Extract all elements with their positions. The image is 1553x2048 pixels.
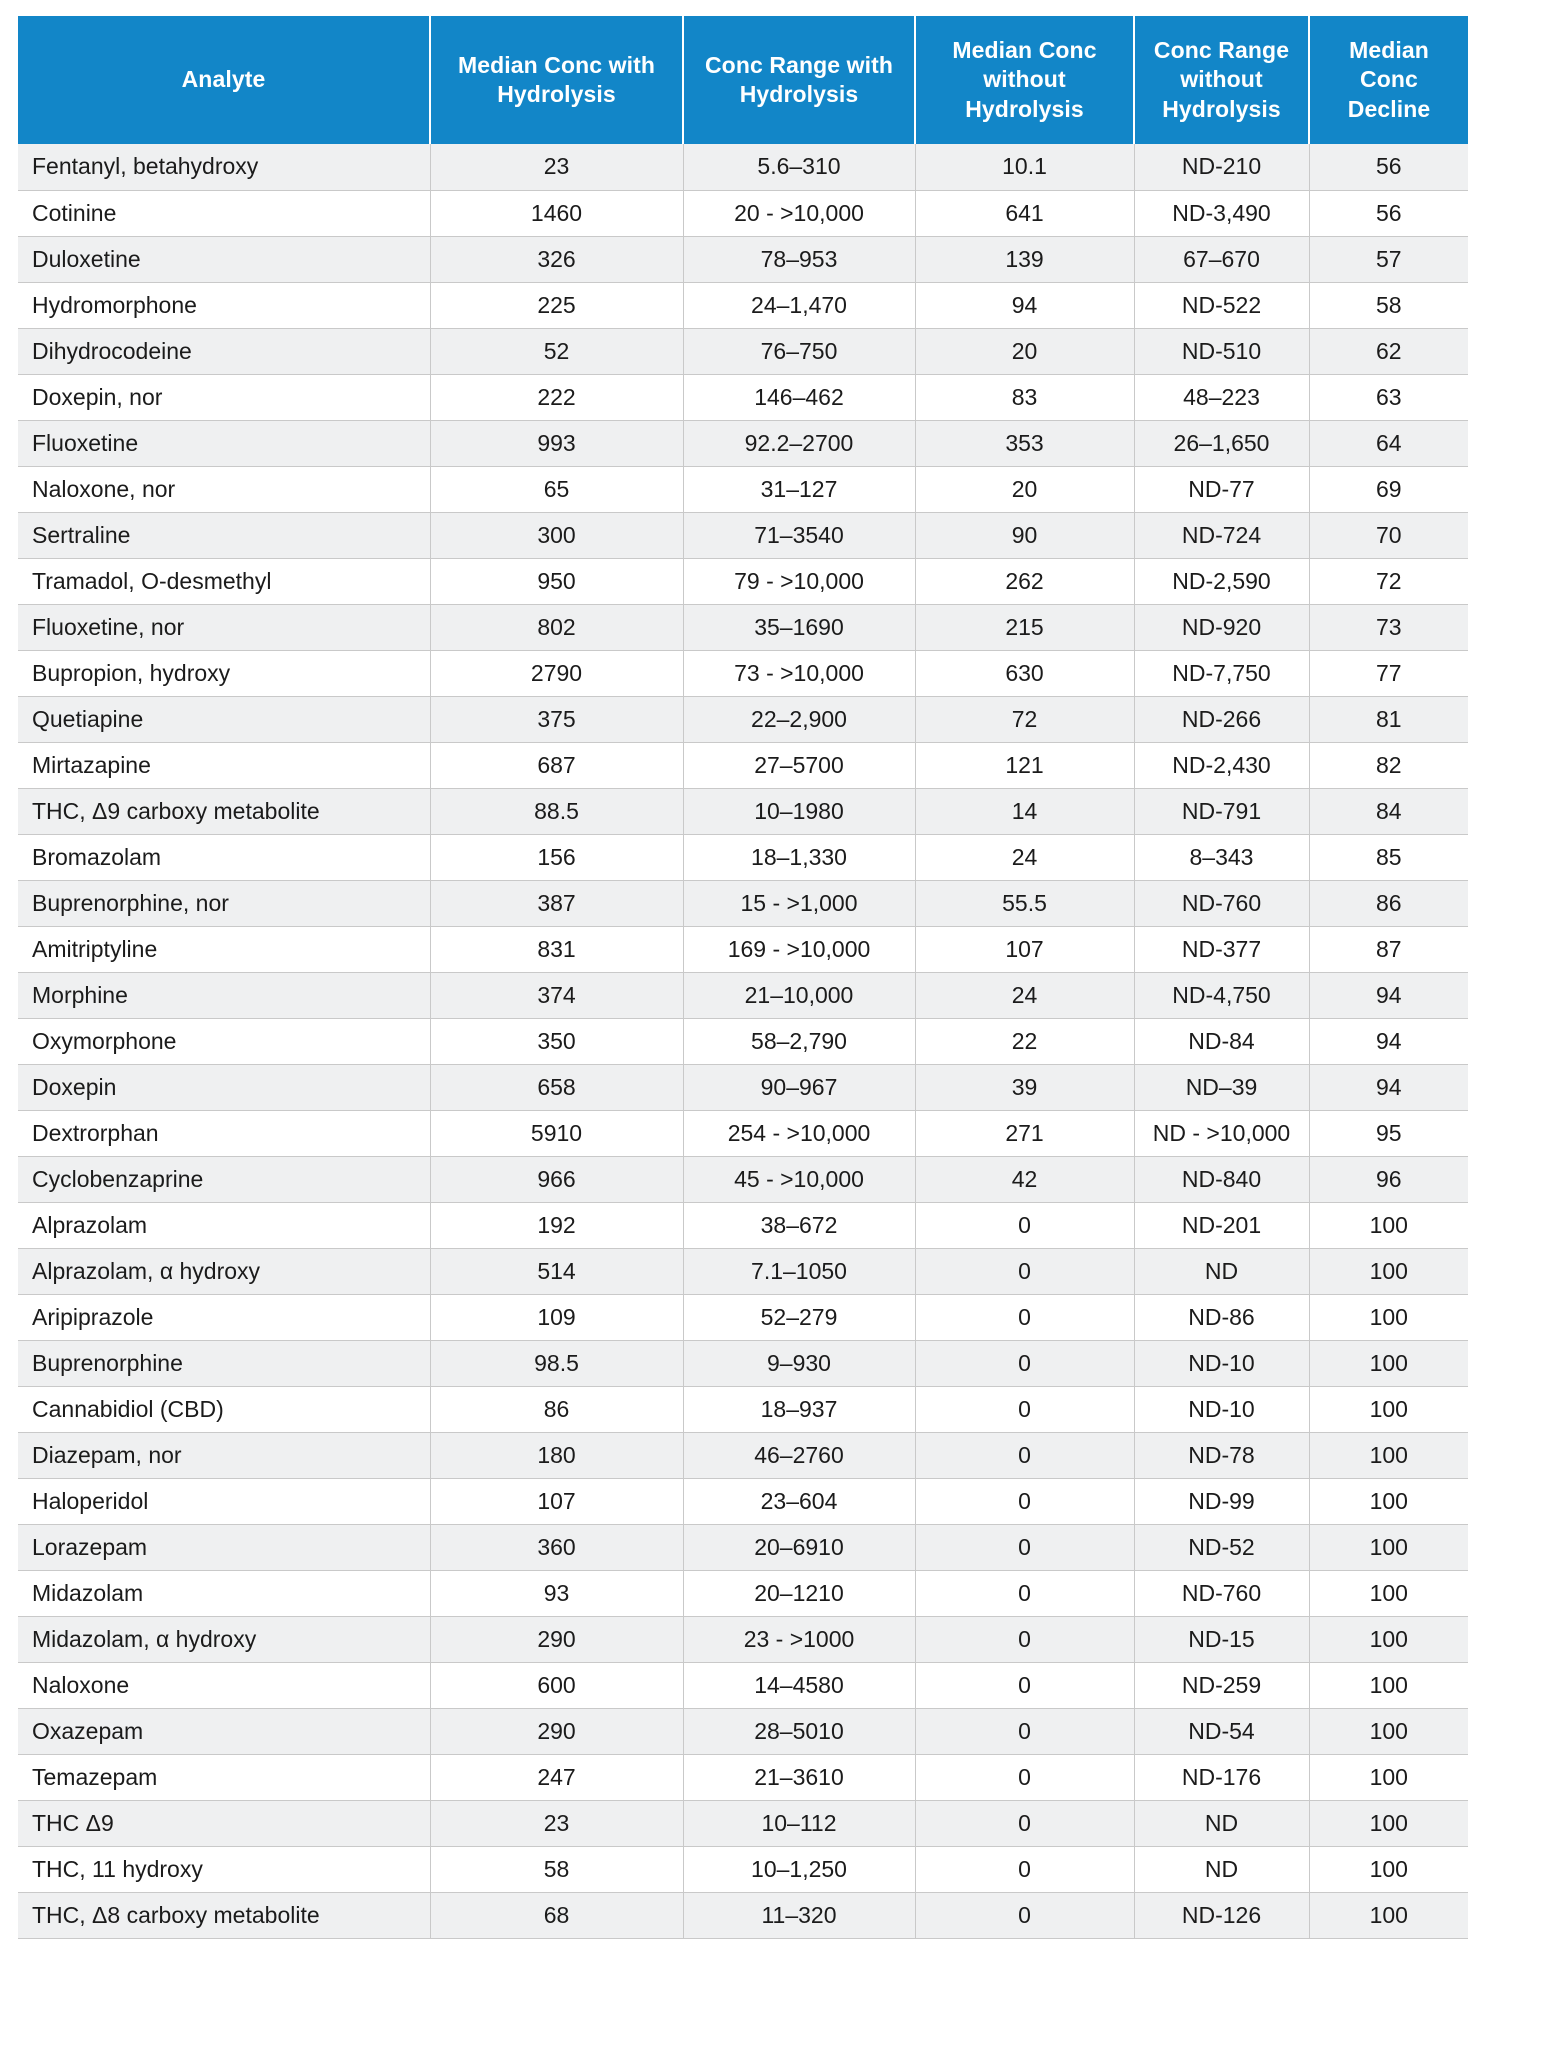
- cell-median-conc-decline: 57: [1309, 236, 1468, 282]
- column-header-analyte: Analyte: [18, 16, 430, 144]
- cell-median-conc-with-hydrolysis: 831: [430, 926, 683, 972]
- cell-median-conc-decline: 81: [1309, 696, 1468, 742]
- cell-median-conc-with-hydrolysis: 993: [430, 420, 683, 466]
- cell-conc-range-with-hydrolysis: 7.1–1050: [683, 1248, 915, 1294]
- cell-median-conc-with-hydrolysis: 98.5: [430, 1340, 683, 1386]
- cell-analyte-name: Cannabidiol (CBD): [18, 1386, 430, 1432]
- cell-analyte-name: Alprazolam: [18, 1202, 430, 1248]
- cell-median-conc-with-hydrolysis: 658: [430, 1064, 683, 1110]
- cell-median-conc-without-hydrolysis: 10.1: [915, 144, 1134, 190]
- cell-conc-range-without-hydrolysis: ND-77: [1134, 466, 1309, 512]
- cell-analyte-name: Morphine: [18, 972, 430, 1018]
- cell-median-conc-with-hydrolysis: 222: [430, 374, 683, 420]
- cell-analyte-name: Diazepam, nor: [18, 1432, 430, 1478]
- cell-analyte-name: Midazolam, α hydroxy: [18, 1616, 430, 1662]
- table-row: [18, 1386, 1468, 1432]
- cell-median-conc-decline: 56: [1309, 144, 1468, 190]
- cell-conc-range-with-hydrolysis: 27–5700: [683, 742, 915, 788]
- table-row: [18, 1616, 1468, 1662]
- cell-conc-range-with-hydrolysis: 78–953: [683, 236, 915, 282]
- analyte-concentration-table: [18, 16, 1468, 1939]
- cell-conc-range-without-hydrolysis: ND-2,590: [1134, 558, 1309, 604]
- cell-analyte-name: Lorazepam: [18, 1524, 430, 1570]
- cell-median-conc-with-hydrolysis: 375: [430, 696, 683, 742]
- cell-median-conc-decline: 100: [1309, 1570, 1468, 1616]
- cell-median-conc-decline: 87: [1309, 926, 1468, 972]
- table-row: [18, 1892, 1468, 1938]
- cell-median-conc-with-hydrolysis: 950: [430, 558, 683, 604]
- cell-analyte-name: Sertraline: [18, 512, 430, 558]
- cell-median-conc-decline: 85: [1309, 834, 1468, 880]
- cell-conc-range-without-hydrolysis: ND-78: [1134, 1432, 1309, 1478]
- cell-median-conc-with-hydrolysis: 687: [430, 742, 683, 788]
- cell-median-conc-without-hydrolysis: 107: [915, 926, 1134, 972]
- cell-analyte-name: Dihydrocodeine: [18, 328, 430, 374]
- cell-conc-range-without-hydrolysis: ND-724: [1134, 512, 1309, 558]
- cell-conc-range-without-hydrolysis: 67–670: [1134, 236, 1309, 282]
- cell-median-conc-without-hydrolysis: 139: [915, 236, 1134, 282]
- column-header-median-conc-with-hydrolysis: Median Conc with Hydrolysis: [430, 16, 683, 144]
- cell-analyte-name: Buprenorphine: [18, 1340, 430, 1386]
- cell-median-conc-with-hydrolysis: 374: [430, 972, 683, 1018]
- cell-median-conc-decline: 100: [1309, 1754, 1468, 1800]
- cell-median-conc-without-hydrolysis: 14: [915, 788, 1134, 834]
- cell-median-conc-with-hydrolysis: 514: [430, 1248, 683, 1294]
- cell-conc-range-without-hydrolysis: ND-176: [1134, 1754, 1309, 1800]
- cell-median-conc-with-hydrolysis: 156: [430, 834, 683, 880]
- table-row: [18, 1432, 1468, 1478]
- cell-conc-range-with-hydrolysis: 10–112: [683, 1800, 915, 1846]
- table-row: [18, 696, 1468, 742]
- cell-conc-range-with-hydrolysis: 10–1,250: [683, 1846, 915, 1892]
- table-row: [18, 190, 1468, 236]
- cell-median-conc-without-hydrolysis: 55.5: [915, 880, 1134, 926]
- cell-conc-range-with-hydrolysis: 31–127: [683, 466, 915, 512]
- cell-conc-range-with-hydrolysis: 20 - >10,000: [683, 190, 915, 236]
- cell-median-conc-without-hydrolysis: 353: [915, 420, 1134, 466]
- cell-median-conc-with-hydrolysis: 802: [430, 604, 683, 650]
- cell-conc-range-without-hydrolysis: ND - >10,000: [1134, 1110, 1309, 1156]
- cell-median-conc-decline: 86: [1309, 880, 1468, 926]
- column-header-conc-range-without-hydrolysis: Conc Range without Hydrolysis: [1134, 16, 1309, 144]
- cell-conc-range-with-hydrolysis: 76–750: [683, 328, 915, 374]
- cell-conc-range-with-hydrolysis: 22–2,900: [683, 696, 915, 742]
- cell-median-conc-without-hydrolysis: 0: [915, 1892, 1134, 1938]
- cell-median-conc-without-hydrolysis: 20: [915, 328, 1134, 374]
- cell-conc-range-with-hydrolysis: 35–1690: [683, 604, 915, 650]
- cell-analyte-name: Fluoxetine: [18, 420, 430, 466]
- cell-median-conc-without-hydrolysis: 0: [915, 1616, 1134, 1662]
- cell-median-conc-with-hydrolysis: 180: [430, 1432, 683, 1478]
- cell-conc-range-without-hydrolysis: ND-259: [1134, 1662, 1309, 1708]
- table-row: [18, 420, 1468, 466]
- table-row: [18, 1708, 1468, 1754]
- cell-conc-range-without-hydrolysis: ND-99: [1134, 1478, 1309, 1524]
- cell-conc-range-without-hydrolysis: ND-126: [1134, 1892, 1309, 1938]
- cell-conc-range-without-hydrolysis: ND-10: [1134, 1340, 1309, 1386]
- cell-conc-range-with-hydrolysis: 11–320: [683, 1892, 915, 1938]
- cell-median-conc-without-hydrolysis: 0: [915, 1202, 1134, 1248]
- cell-median-conc-decline: 100: [1309, 1800, 1468, 1846]
- cell-analyte-name: Hydromorphone: [18, 282, 430, 328]
- cell-median-conc-decline: 100: [1309, 1432, 1468, 1478]
- cell-conc-range-without-hydrolysis: ND-791: [1134, 788, 1309, 834]
- cell-analyte-name: Buprenorphine, nor: [18, 880, 430, 926]
- cell-median-conc-decline: 77: [1309, 650, 1468, 696]
- cell-median-conc-without-hydrolysis: 262: [915, 558, 1134, 604]
- cell-median-conc-decline: 82: [1309, 742, 1468, 788]
- cell-median-conc-with-hydrolysis: 290: [430, 1616, 683, 1662]
- cell-median-conc-decline: 72: [1309, 558, 1468, 604]
- cell-median-conc-with-hydrolysis: 109: [430, 1294, 683, 1340]
- cell-conc-range-with-hydrolysis: 24–1,470: [683, 282, 915, 328]
- column-header-conc-range-with-hydrolysis: Conc Range with Hydrolysis: [683, 16, 915, 144]
- cell-analyte-name: Cotinine: [18, 190, 430, 236]
- cell-median-conc-with-hydrolysis: 225: [430, 282, 683, 328]
- table-row: [18, 1570, 1468, 1616]
- cell-analyte-name: Fluoxetine, nor: [18, 604, 430, 650]
- table-row: [18, 512, 1468, 558]
- cell-conc-range-without-hydrolysis: ND-840: [1134, 1156, 1309, 1202]
- cell-conc-range-with-hydrolysis: 73 - >10,000: [683, 650, 915, 696]
- cell-median-conc-without-hydrolysis: 0: [915, 1524, 1134, 1570]
- cell-conc-range-with-hydrolysis: 20–1210: [683, 1570, 915, 1616]
- cell-conc-range-with-hydrolysis: 21–3610: [683, 1754, 915, 1800]
- cell-median-conc-with-hydrolysis: 5910: [430, 1110, 683, 1156]
- table-row: [18, 144, 1468, 190]
- cell-median-conc-without-hydrolysis: 0: [915, 1340, 1134, 1386]
- cell-median-conc-decline: 94: [1309, 972, 1468, 1018]
- cell-analyte-name: Quetiapine: [18, 696, 430, 742]
- table-row: [18, 1064, 1468, 1110]
- table-row: [18, 1754, 1468, 1800]
- cell-median-conc-without-hydrolysis: 83: [915, 374, 1134, 420]
- cell-median-conc-without-hydrolysis: 121: [915, 742, 1134, 788]
- cell-conc-range-with-hydrolysis: 58–2,790: [683, 1018, 915, 1064]
- cell-conc-range-with-hydrolysis: 18–1,330: [683, 834, 915, 880]
- cell-median-conc-decline: 73: [1309, 604, 1468, 650]
- cell-analyte-name: Alprazolam, α hydroxy: [18, 1248, 430, 1294]
- cell-median-conc-decline: 100: [1309, 1294, 1468, 1340]
- cell-analyte-name: Bromazolam: [18, 834, 430, 880]
- cell-conc-range-without-hydrolysis: ND-10: [1134, 1386, 1309, 1432]
- cell-conc-range-with-hydrolysis: 20–6910: [683, 1524, 915, 1570]
- cell-conc-range-without-hydrolysis: ND: [1134, 1248, 1309, 1294]
- cell-conc-range-without-hydrolysis: 48–223: [1134, 374, 1309, 420]
- cell-median-conc-with-hydrolysis: 93: [430, 1570, 683, 1616]
- column-header-median-conc-decline: Median Conc Decline: [1309, 16, 1468, 144]
- cell-conc-range-without-hydrolysis: ND-522: [1134, 282, 1309, 328]
- cell-analyte-name: Naloxone, nor: [18, 466, 430, 512]
- cell-analyte-name: Oxazepam: [18, 1708, 430, 1754]
- cell-median-conc-with-hydrolysis: 300: [430, 512, 683, 558]
- cell-median-conc-decline: 64: [1309, 420, 1468, 466]
- cell-conc-range-with-hydrolysis: 71–3540: [683, 512, 915, 558]
- cell-conc-range-without-hydrolysis: ND-7,750: [1134, 650, 1309, 696]
- cell-median-conc-decline: 62: [1309, 328, 1468, 374]
- cell-median-conc-without-hydrolysis: 641: [915, 190, 1134, 236]
- cell-conc-range-without-hydrolysis: ND: [1134, 1800, 1309, 1846]
- cell-median-conc-with-hydrolysis: 23: [430, 144, 683, 190]
- cell-median-conc-decline: 100: [1309, 1892, 1468, 1938]
- cell-median-conc-decline: 94: [1309, 1064, 1468, 1110]
- cell-median-conc-decline: 100: [1309, 1708, 1468, 1754]
- cell-median-conc-with-hydrolysis: 107: [430, 1478, 683, 1524]
- cell-analyte-name: Mirtazapine: [18, 742, 430, 788]
- cell-conc-range-without-hydrolysis: ND-3,490: [1134, 190, 1309, 236]
- table-row: [18, 1800, 1468, 1846]
- cell-analyte-name: THC, Δ9 carboxy metabolite: [18, 788, 430, 834]
- cell-median-conc-with-hydrolysis: 88.5: [430, 788, 683, 834]
- cell-conc-range-without-hydrolysis: ND-266: [1134, 696, 1309, 742]
- table-row: [18, 1110, 1468, 1156]
- cell-analyte-name: Oxymorphone: [18, 1018, 430, 1064]
- cell-median-conc-without-hydrolysis: 215: [915, 604, 1134, 650]
- cell-median-conc-decline: 100: [1309, 1202, 1468, 1248]
- cell-median-conc-decline: 58: [1309, 282, 1468, 328]
- cell-conc-range-without-hydrolysis: ND-760: [1134, 880, 1309, 926]
- cell-median-conc-without-hydrolysis: 24: [915, 834, 1134, 880]
- table-row: [18, 1294, 1468, 1340]
- cell-median-conc-decline: 100: [1309, 1248, 1468, 1294]
- table-row: [18, 466, 1468, 512]
- cell-analyte-name: Amitriptyline: [18, 926, 430, 972]
- cell-analyte-name: Duloxetine: [18, 236, 430, 282]
- table-row: [18, 236, 1468, 282]
- cell-median-conc-without-hydrolysis: 0: [915, 1846, 1134, 1892]
- cell-conc-range-with-hydrolysis: 254 - >10,000: [683, 1110, 915, 1156]
- cell-median-conc-decline: 63: [1309, 374, 1468, 420]
- table-row: [18, 834, 1468, 880]
- cell-conc-range-with-hydrolysis: 10–1980: [683, 788, 915, 834]
- cell-conc-range-without-hydrolysis: ND-377: [1134, 926, 1309, 972]
- cell-conc-range-with-hydrolysis: 5.6–310: [683, 144, 915, 190]
- cell-median-conc-with-hydrolysis: 247: [430, 1754, 683, 1800]
- cell-conc-range-without-hydrolysis: ND-510: [1134, 328, 1309, 374]
- cell-conc-range-without-hydrolysis: 8–343: [1134, 834, 1309, 880]
- cell-median-conc-with-hydrolysis: 192: [430, 1202, 683, 1248]
- cell-median-conc-with-hydrolysis: 600: [430, 1662, 683, 1708]
- cell-conc-range-with-hydrolysis: 92.2–2700: [683, 420, 915, 466]
- cell-conc-range-without-hydrolysis: ND-15: [1134, 1616, 1309, 1662]
- table-row: [18, 1202, 1468, 1248]
- cell-conc-range-with-hydrolysis: 38–672: [683, 1202, 915, 1248]
- table-row: [18, 1846, 1468, 1892]
- cell-analyte-name: Cyclobenzaprine: [18, 1156, 430, 1202]
- cell-conc-range-with-hydrolysis: 23–604: [683, 1478, 915, 1524]
- table-row: [18, 1524, 1468, 1570]
- cell-median-conc-decline: 100: [1309, 1846, 1468, 1892]
- cell-median-conc-with-hydrolysis: 350: [430, 1018, 683, 1064]
- cell-conc-range-without-hydrolysis: ND-4,750: [1134, 972, 1309, 1018]
- cell-median-conc-without-hydrolysis: 0: [915, 1478, 1134, 1524]
- table-row: [18, 742, 1468, 788]
- cell-conc-range-with-hydrolysis: 46–2760: [683, 1432, 915, 1478]
- cell-median-conc-decline: 100: [1309, 1478, 1468, 1524]
- cell-conc-range-without-hydrolysis: ND–39: [1134, 1064, 1309, 1110]
- cell-median-conc-with-hydrolysis: 86: [430, 1386, 683, 1432]
- table-row: [18, 328, 1468, 374]
- cell-conc-range-with-hydrolysis: 23 - >1000: [683, 1616, 915, 1662]
- cell-median-conc-without-hydrolysis: 24: [915, 972, 1134, 1018]
- cell-median-conc-without-hydrolysis: 0: [915, 1386, 1134, 1432]
- cell-median-conc-decline: 96: [1309, 1156, 1468, 1202]
- cell-median-conc-with-hydrolysis: 326: [430, 236, 683, 282]
- cell-analyte-name: Aripiprazole: [18, 1294, 430, 1340]
- table-header-row: [18, 16, 1468, 144]
- table-body: [18, 144, 1468, 1938]
- cell-median-conc-decline: 100: [1309, 1524, 1468, 1570]
- cell-median-conc-without-hydrolysis: 72: [915, 696, 1134, 742]
- table-row: [18, 1478, 1468, 1524]
- cell-median-conc-without-hydrolysis: 0: [915, 1248, 1134, 1294]
- cell-median-conc-without-hydrolysis: 20: [915, 466, 1134, 512]
- table-row: [18, 972, 1468, 1018]
- cell-conc-range-with-hydrolysis: 14–4580: [683, 1662, 915, 1708]
- cell-conc-range-with-hydrolysis: 21–10,000: [683, 972, 915, 1018]
- cell-analyte-name: THC, 11 hydroxy: [18, 1846, 430, 1892]
- cell-median-conc-without-hydrolysis: 94: [915, 282, 1134, 328]
- table-row: [18, 1662, 1468, 1708]
- cell-conc-range-with-hydrolysis: 9–930: [683, 1340, 915, 1386]
- cell-conc-range-without-hydrolysis: ND-201: [1134, 1202, 1309, 1248]
- cell-median-conc-decline: 70: [1309, 512, 1468, 558]
- cell-conc-range-with-hydrolysis: 90–967: [683, 1064, 915, 1110]
- column-header-median-conc-without-hydrolysis: Median Conc without Hydrolysis: [915, 16, 1134, 144]
- cell-median-conc-without-hydrolysis: 271: [915, 1110, 1134, 1156]
- cell-conc-range-without-hydrolysis: ND-210: [1134, 144, 1309, 190]
- table-row: [18, 880, 1468, 926]
- table-row: [18, 558, 1468, 604]
- cell-median-conc-without-hydrolysis: 0: [915, 1800, 1134, 1846]
- cell-conc-range-without-hydrolysis: ND-920: [1134, 604, 1309, 650]
- table-header: [18, 16, 1468, 144]
- table-row: [18, 1248, 1468, 1294]
- cell-median-conc-decline: 69: [1309, 466, 1468, 512]
- cell-conc-range-without-hydrolysis: ND-84: [1134, 1018, 1309, 1064]
- cell-median-conc-without-hydrolysis: 39: [915, 1064, 1134, 1110]
- cell-analyte-name: Bupropion, hydroxy: [18, 650, 430, 696]
- cell-median-conc-with-hydrolysis: 966: [430, 1156, 683, 1202]
- cell-median-conc-without-hydrolysis: 90: [915, 512, 1134, 558]
- table-row: [18, 650, 1468, 696]
- cell-median-conc-decline: 100: [1309, 1662, 1468, 1708]
- cell-analyte-name: Tramadol, O-desmethyl: [18, 558, 430, 604]
- cell-conc-range-with-hydrolysis: 146–462: [683, 374, 915, 420]
- cell-median-conc-without-hydrolysis: 630: [915, 650, 1134, 696]
- cell-median-conc-without-hydrolysis: 0: [915, 1294, 1134, 1340]
- cell-analyte-name: Dextrorphan: [18, 1110, 430, 1156]
- cell-median-conc-without-hydrolysis: 22: [915, 1018, 1134, 1064]
- cell-analyte-name: Haloperidol: [18, 1478, 430, 1524]
- cell-median-conc-with-hydrolysis: 1460: [430, 190, 683, 236]
- cell-median-conc-with-hydrolysis: 387: [430, 880, 683, 926]
- cell-analyte-name: Fentanyl, betahydroxy: [18, 144, 430, 190]
- cell-median-conc-with-hydrolysis: 65: [430, 466, 683, 512]
- cell-median-conc-decline: 100: [1309, 1616, 1468, 1662]
- cell-conc-range-without-hydrolysis: ND-2,430: [1134, 742, 1309, 788]
- cell-conc-range-with-hydrolysis: 28–5010: [683, 1708, 915, 1754]
- cell-conc-range-with-hydrolysis: 45 - >10,000: [683, 1156, 915, 1202]
- cell-median-conc-with-hydrolysis: 23: [430, 1800, 683, 1846]
- table-row: [18, 604, 1468, 650]
- cell-analyte-name: Midazolam: [18, 1570, 430, 1616]
- table-row: [18, 282, 1468, 328]
- table-row: [18, 926, 1468, 972]
- cell-conc-range-with-hydrolysis: 169 - >10,000: [683, 926, 915, 972]
- cell-median-conc-with-hydrolysis: 290: [430, 1708, 683, 1754]
- table-row: [18, 1340, 1468, 1386]
- cell-analyte-name: THC Δ9: [18, 1800, 430, 1846]
- cell-analyte-name: Temazepam: [18, 1754, 430, 1800]
- cell-median-conc-without-hydrolysis: 0: [915, 1432, 1134, 1478]
- cell-median-conc-without-hydrolysis: 0: [915, 1570, 1134, 1616]
- cell-conc-range-without-hydrolysis: ND-86: [1134, 1294, 1309, 1340]
- cell-median-conc-without-hydrolysis: 42: [915, 1156, 1134, 1202]
- cell-median-conc-without-hydrolysis: 0: [915, 1662, 1134, 1708]
- cell-median-conc-with-hydrolysis: 52: [430, 328, 683, 374]
- cell-median-conc-with-hydrolysis: 360: [430, 1524, 683, 1570]
- cell-median-conc-with-hydrolysis: 58: [430, 1846, 683, 1892]
- cell-median-conc-decline: 95: [1309, 1110, 1468, 1156]
- cell-analyte-name: Naloxone: [18, 1662, 430, 1708]
- cell-median-conc-without-hydrolysis: 0: [915, 1754, 1134, 1800]
- table-row: [18, 1156, 1468, 1202]
- table-row: [18, 788, 1468, 834]
- cell-median-conc-without-hydrolysis: 0: [915, 1708, 1134, 1754]
- cell-conc-range-with-hydrolysis: 79 - >10,000: [683, 558, 915, 604]
- cell-conc-range-with-hydrolysis: 18–937: [683, 1386, 915, 1432]
- cell-median-conc-decline: 84: [1309, 788, 1468, 834]
- cell-conc-range-without-hydrolysis: ND-760: [1134, 1570, 1309, 1616]
- cell-median-conc-decline: 56: [1309, 190, 1468, 236]
- cell-analyte-name: THC, Δ8 carboxy metabolite: [18, 1892, 430, 1938]
- cell-conc-range-without-hydrolysis: ND-52: [1134, 1524, 1309, 1570]
- cell-conc-range-with-hydrolysis: 15 - >1,000: [683, 880, 915, 926]
- cell-median-conc-decline: 100: [1309, 1386, 1468, 1432]
- cell-conc-range-without-hydrolysis: ND: [1134, 1846, 1309, 1892]
- cell-median-conc-with-hydrolysis: 2790: [430, 650, 683, 696]
- cell-conc-range-without-hydrolysis: ND-54: [1134, 1708, 1309, 1754]
- table-row: [18, 1018, 1468, 1064]
- table-row: [18, 374, 1468, 420]
- cell-conc-range-with-hydrolysis: 52–279: [683, 1294, 915, 1340]
- cell-median-conc-decline: 94: [1309, 1018, 1468, 1064]
- cell-analyte-name: Doxepin: [18, 1064, 430, 1110]
- cell-median-conc-with-hydrolysis: 68: [430, 1892, 683, 1938]
- cell-analyte-name: Doxepin, nor: [18, 374, 430, 420]
- cell-conc-range-without-hydrolysis: 26–1,650: [1134, 420, 1309, 466]
- cell-median-conc-decline: 100: [1309, 1340, 1468, 1386]
